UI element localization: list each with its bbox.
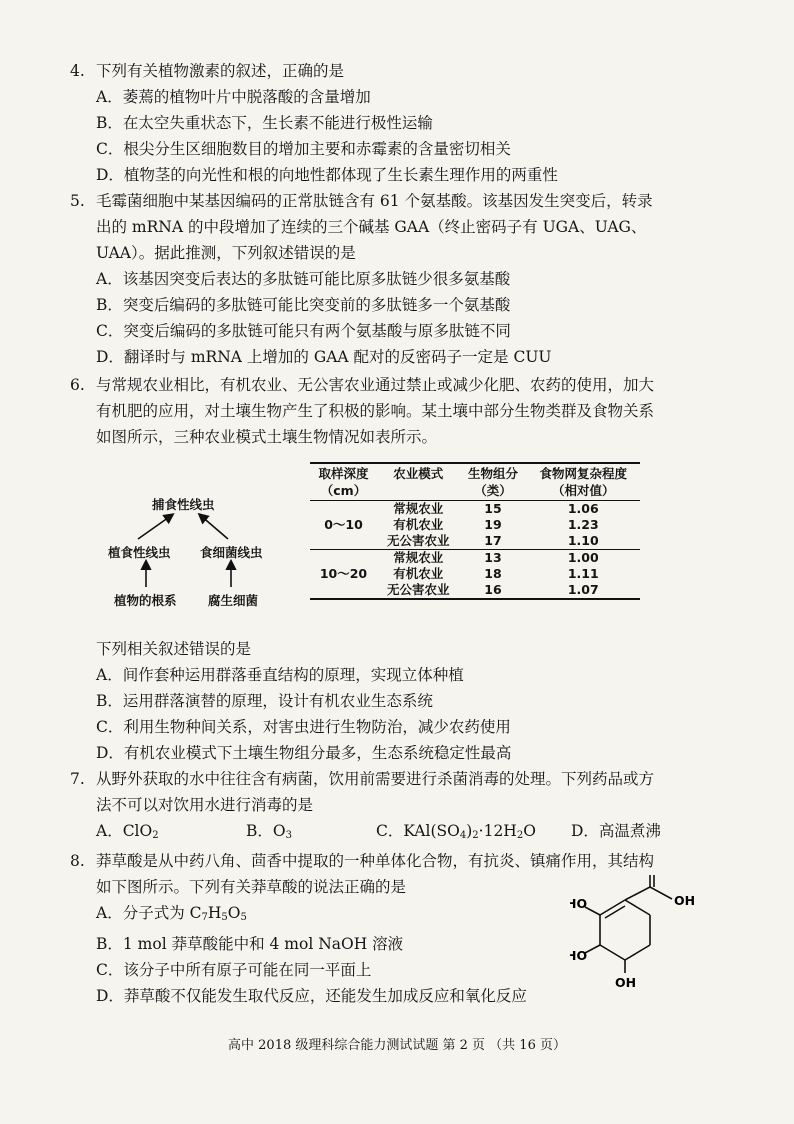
- option-row: [70, 818, 730, 849]
- question-number: 5.: [70, 192, 85, 210]
- table-cell-depth: 10～20: [319, 566, 368, 581]
- table-header: 农业模式: [393, 466, 444, 481]
- node-saprophytic-bacteria: 腐生细菌: [208, 593, 259, 608]
- question-4: [70, 58, 730, 188]
- table-cell: 15: [484, 501, 502, 516]
- table-cell: 13: [484, 550, 502, 565]
- question-stem-line: UAA）。据此推测，下列叙述错误的是: [96, 244, 356, 262]
- question-stem-line: 有机肥的应用，对土壤生物产生了积极的影响。某土壤中部分生物类群及食物关系: [96, 402, 655, 420]
- table-cell: 17: [484, 533, 502, 548]
- table-cell: 1.23: [567, 517, 599, 532]
- table-cell: 1.10: [567, 533, 599, 548]
- table-header: 生物组分 （类）: [467, 466, 518, 498]
- table-cell: 常规农业: [393, 501, 444, 516]
- table-row: [310, 550, 640, 567]
- atom-label: OH: [615, 975, 637, 990]
- table-header: 食物网复杂程度 （相对值）: [539, 466, 627, 498]
- table-cell: 有机农业: [393, 566, 444, 581]
- option-a: A．萎蔫的植物叶片中脱落酸的含量增加: [96, 88, 371, 106]
- node-plant-roots: 植物的根系: [114, 593, 177, 608]
- table-cell: 1.07: [567, 582, 599, 597]
- option-d: D．有机农业模式下土壤生物组分最多，生态系统稳定性最高: [96, 744, 512, 762]
- table-cell: 常规农业: [393, 550, 444, 565]
- food-web-diagram: [100, 495, 290, 615]
- atom-label: [647, 875, 658, 876]
- option-b: B．在太空失重状态下，生长素不能进行极性运输: [96, 114, 433, 132]
- table-cell: 1.11: [567, 566, 599, 581]
- question-number: 6.: [70, 376, 85, 394]
- option-b: B．1 mol 莽草酸能中和 4 mol NaOH 溶液: [96, 935, 404, 953]
- option-c: C．该分子中所有原子可能在同一平面上: [96, 961, 372, 979]
- option-b: B．突变后编码的多肽链可能比突变前的多肽链多一个氨基酸: [96, 296, 511, 314]
- option-c: C．突变后编码的多肽链可能只有两个氨基酸与原多肽链不同: [96, 322, 511, 340]
- option-a: A．间作套种运用群落垂直结构的原理，实现立体种植: [96, 666, 464, 684]
- question-7: [70, 766, 730, 849]
- question-stem-line: 莽草酸是从中药八角、茴香中提取的一种单体化合物，有抗炎、镇痛作用，其结构: [96, 852, 655, 870]
- question-stem-line: 法不可以对饮用水进行消毒的是: [96, 796, 314, 814]
- table-cell: 无公害农业: [386, 582, 450, 597]
- soil-biology-table: [310, 462, 640, 600]
- question-number: 7.: [70, 770, 85, 788]
- question-number: 8.: [70, 852, 85, 870]
- option-b: B．$O_3$: [246, 822, 292, 841]
- option-a: A．ClO$_2$: [96, 822, 159, 841]
- option-c: C．根尖分生区细胞数目的增加主要和赤霉素的含量密切相关: [96, 140, 511, 158]
- node-bacterivorous-nematode: 食细菌线虫: [200, 545, 263, 560]
- question-6-stem: [70, 372, 730, 450]
- option-d: D．高温煮沸: [571, 822, 661, 840]
- table-row: [310, 501, 640, 518]
- question-5: [70, 188, 730, 370]
- question-stem: 下列有关植物激素的叙述，正确的是: [96, 62, 345, 80]
- option-d: D．莽草酸不仅能发生取代反应，还能发生加成反应和氧化反应: [96, 987, 527, 1005]
- option-b: B．运用群落演替的原理，设计有机农业生态系统: [96, 692, 433, 710]
- molecule-diagram: [570, 875, 720, 990]
- table-cell: 1.06: [567, 501, 599, 516]
- option-d: D．植物茎的向光性和根的向地性都体现了生长素生理作用的两重性: [96, 166, 558, 184]
- table-cell: 18: [484, 566, 502, 581]
- table-cell: 有机农业: [393, 517, 444, 532]
- table-cell: 1.00: [567, 550, 599, 565]
- option-c: C．$KAl(SO_4)_2\cdot 12H_2O$: [376, 822, 536, 841]
- table-header: 取样深度 （cm）: [318, 466, 369, 498]
- question-number: 4.: [70, 62, 85, 80]
- node-predatory-nematode: 捕食性线虫: [152, 497, 215, 512]
- option-d: D．翻译时与 mRNA 上增加的 GAA 配对的反密码子一定是 CUU: [96, 348, 552, 366]
- question-stem-line: 如下图所示。下列有关莽草酸的说法正确的是: [96, 878, 407, 896]
- table-cell: 16: [484, 582, 502, 597]
- page-footer: 高中 2018 级理科综合能力测试试题 第 2 页 （共 16 页）: [228, 1038, 566, 1053]
- question-stem-line: 出的 mRNA 的中段增加了连续的三个碱基 GAA（终止密码子有 UGA、UAG、: [96, 218, 647, 236]
- question-stem-line: 从野外获取的水中往往含有病菌，饮用前需要进行杀菌消毒的处理。下列药品或方: [96, 770, 655, 788]
- question-stem-line: 如图所示，三种农业模式土壤生物情况如表所示。: [96, 428, 438, 446]
- shikimic-acid-structure: [570, 875, 720, 994]
- question-stem-line: 与常规农业相比，有机农业、无公害农业通过禁止或减少化肥、农药的使用，加大: [96, 376, 655, 394]
- option-a: A．该基因突变后表达的多肽链可能比原多肽链少很多氨基酸: [96, 270, 511, 288]
- option-a: A．分子式为 $C_7H_5O_5$: [96, 904, 247, 923]
- table-cell: 19: [484, 517, 502, 532]
- node-herbivorous-nematode: 植食性线虫: [108, 545, 171, 560]
- atom-label: HO: [570, 896, 588, 911]
- option-c: C．利用生物种间关系，对害虫进行生物防治，减少农药使用: [96, 718, 511, 736]
- table-cell-depth: 0～10: [324, 517, 363, 532]
- question-substem: 下列相关叙述错误的是: [96, 640, 252, 658]
- table-cell: 无公害农业: [386, 533, 450, 548]
- question-stem-line: 毛霉菌细胞中某基因编码的正常肽链含有 61 个氨基酸。该基因发生突变后，转录: [96, 192, 653, 210]
- atom-label: OH: [674, 893, 696, 908]
- atom-label: HO: [570, 948, 588, 963]
- question-6-options: [70, 636, 730, 766]
